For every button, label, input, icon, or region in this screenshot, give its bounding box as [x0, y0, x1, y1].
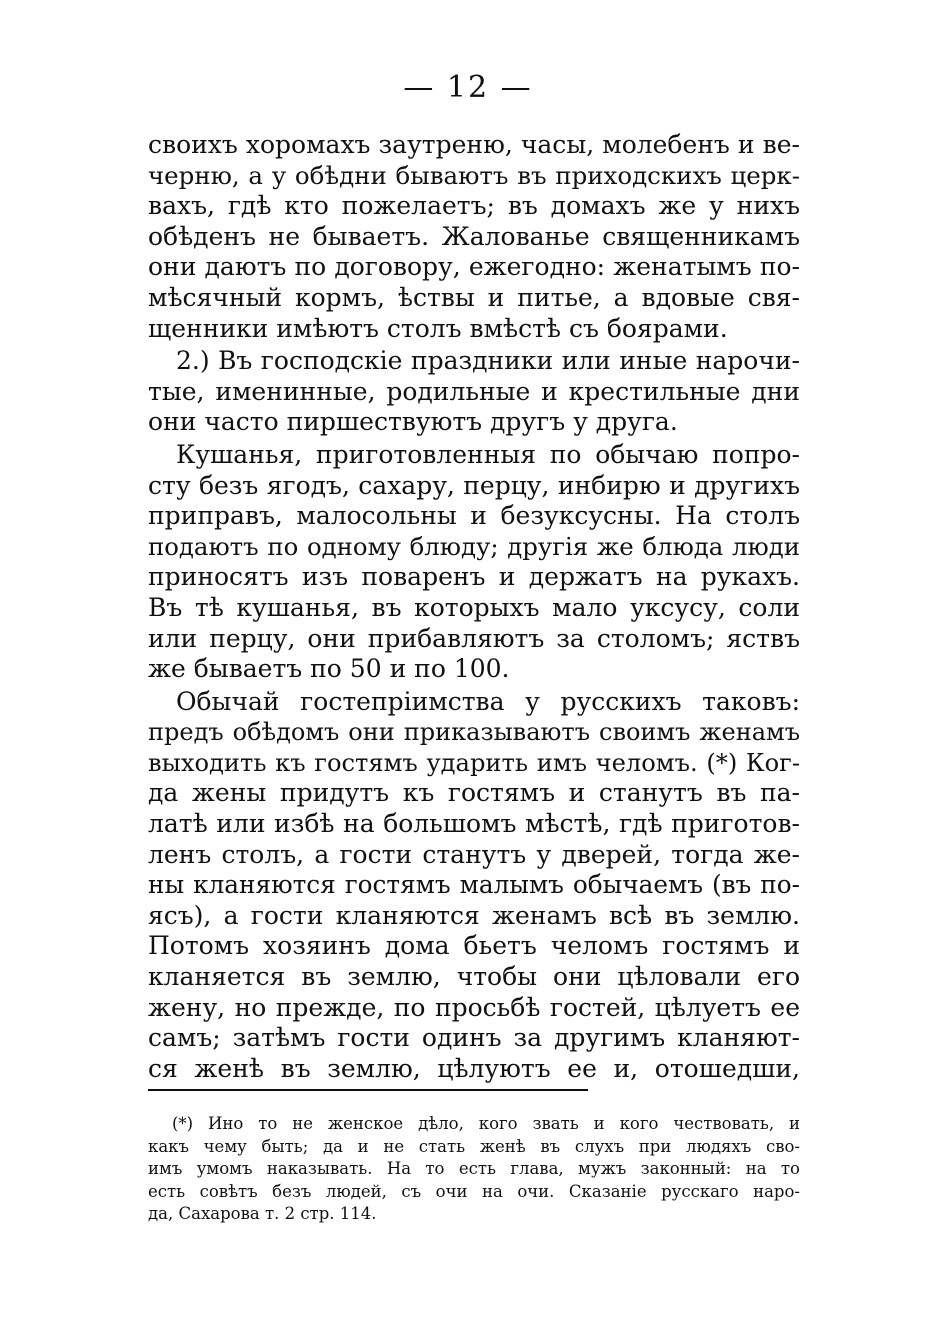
text-line: щенники имѣютъ столъ вмѣстѣ съ боярами.	[148, 313, 728, 343]
text-line: да жены придутъ къ гостямъ и станутъ въ па-	[148, 778, 800, 808]
text-line: Въ тѣ кушанья, въ которыхъ мало уксусу, соли	[148, 592, 800, 622]
footnote-line: какъ чему быть; да и не стать женѣ въ слухъ при людяхъ сво-	[148, 1136, 800, 1156]
text-line: ленъ столъ, а гости станутъ у дверей, тогда же-	[148, 839, 800, 869]
text-line: жену, но прежде, по просьбѣ гостей, цѣлуетъ ее	[148, 992, 800, 1022]
footnote-line: да, Сахарова т. 2 стр. 114.	[148, 1204, 377, 1224]
paragraph-3	[148, 440, 800, 685]
text-line: же бываетъ по 50 и по 100.	[148, 654, 510, 684]
text-line: тые, именинные, родильные и крестильные дни	[148, 376, 800, 406]
text-line: черню, а у обѣдни бываютъ въ приходскихъ церк-	[148, 160, 800, 190]
footnote-divider	[148, 1089, 588, 1091]
text-line: предъ обѣдомъ они приказываютъ своимъ женамъ	[148, 718, 800, 747]
text-line: ся женѣ въ землю, цѣлуютъ ее и, отошедши,	[148, 1053, 800, 1083]
page-number: — 12 —	[403, 70, 533, 105]
paragraph-2	[148, 346, 800, 438]
text-line: подаютъ по одному блюду; другія же блюда люди	[148, 531, 800, 561]
footnote-line: имъ умомъ наказывать. На то есть глава, мужъ законный: на то	[148, 1159, 800, 1179]
text-line: обѣденъ не бываетъ. Жалованье священникамъ	[148, 221, 800, 251]
footnote-line: (*) Ино то не женское дѣло, кого звать и кого чествовать, и	[172, 1114, 800, 1133]
text-line: Обычай гостепріимства у русскихъ таковъ:	[176, 686, 800, 716]
text-line: ясъ), а гости кланяются женамъ всѣ въ землю.	[148, 900, 800, 930]
text-line: приносятъ изъ поваренъ и держатъ на рукахъ.	[148, 562, 800, 592]
text-line: кланяется въ землю, чтобы они цѣловали его	[148, 962, 800, 992]
footnote	[148, 1113, 800, 1226]
text-line: латѣ или избѣ на большомъ мѣстѣ, гдѣ приготов-	[148, 809, 800, 839]
text-line: или перцу, они прибавляютъ за столомъ; яствъ	[148, 623, 800, 653]
text-line: они даютъ по договору, ежегодно: женатымъ по-	[148, 252, 800, 282]
text-line: Кушанья, приготовленныя по обычаю попро-	[176, 439, 800, 469]
text-line: выходить къ гостямъ ударить имъ челомъ. (*) Ког-	[148, 748, 800, 777]
text-line: 2.) Въ господскіе праздники или иные нарочи-	[176, 346, 800, 376]
paragraph-1	[148, 130, 800, 344]
text-line: мѣсячный кормъ, ѣствы и питье, а вдовые свя-	[148, 282, 800, 312]
text-line: вахъ, гдѣ кто пожелаетъ; въ домахъ же у нихъ	[148, 191, 800, 221]
paragraph-4	[148, 687, 800, 1085]
footnote-line: есть совѣтъ безъ людей, съ очи на очи. Сказаніе русскаго наро-	[148, 1181, 800, 1201]
body-text	[148, 130, 800, 1084]
text-line: сту безъ ягодъ, сахару, перцу, инбирю и другихъ	[148, 470, 800, 500]
text-line: самъ; затѣмъ гости одинъ за другимъ кланяют-	[148, 1023, 800, 1053]
text-line: они часто пиршествуютъ другъ у друга.	[148, 407, 678, 437]
text-line: приправъ, малосольны и безуксусны. На столъ	[148, 501, 800, 531]
text-line: ны кланяются гостямъ малымъ обычаемъ (въ по-	[148, 870, 800, 900]
text-line: Потомъ хозяинъ дома бьетъ челомъ гостямъ и	[148, 931, 800, 961]
text-line: своихъ хоромахъ заутреню, часы, молебенъ и ве-	[148, 130, 800, 159]
